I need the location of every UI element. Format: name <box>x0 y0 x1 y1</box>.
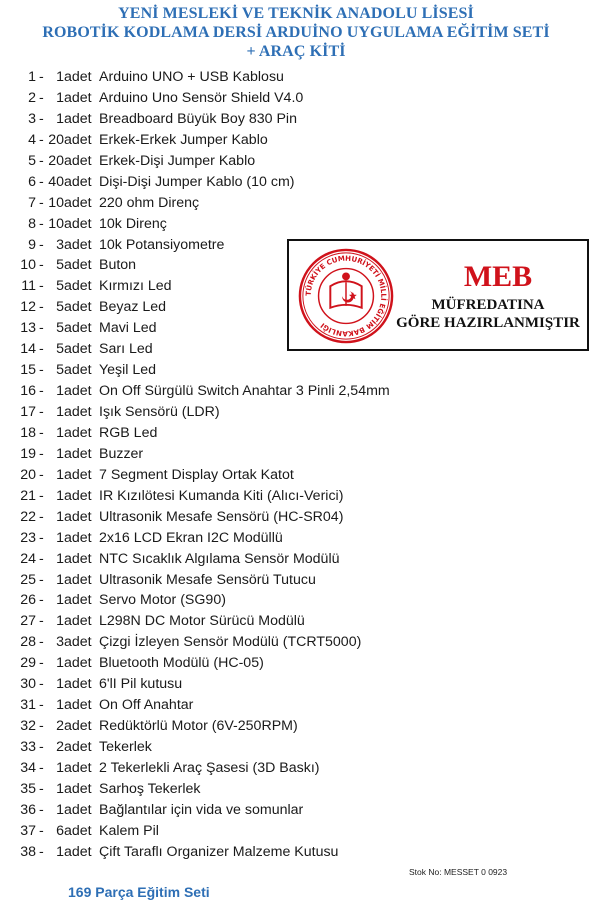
item-separator: - <box>39 257 44 274</box>
item-unit: adet <box>64 571 92 588</box>
item-name: RGB Led <box>99 424 158 441</box>
header-line-2: ROBOTİK KODLAMA DERSİ ARDUİNO UYGULAMA EĞİTİM SETİ <box>42 24 550 41</box>
item-quantity: 1 <box>56 487 64 504</box>
item-quantity: 1 <box>56 801 64 818</box>
item-quantity: 1 <box>56 69 64 85</box>
item-number: 14 <box>20 341 36 358</box>
item-name: Beyaz Led <box>99 299 167 316</box>
item-name: Dişi-Dişi Jumper Kablo (10 cm) <box>99 173 295 190</box>
list-item <box>0 465 592 486</box>
list-item <box>0 172 592 193</box>
item-name: Ultrasonik Mesafe Sensörü Tutucu <box>99 571 316 588</box>
item-name: 10k Direnç <box>99 215 167 232</box>
item-unit: adet <box>64 110 92 127</box>
item-separator: - <box>39 697 44 714</box>
list-item <box>0 360 592 381</box>
item-name: Arduino Uno Sensör Shield V4.0 <box>99 89 304 106</box>
item-quantity: 1 <box>56 655 64 672</box>
list-item <box>0 611 592 632</box>
item-separator: - <box>39 362 44 379</box>
item-unit: adet <box>64 404 92 420</box>
item-number: 9 <box>28 236 36 253</box>
item-separator: - <box>39 529 44 546</box>
item-separator: - <box>39 466 44 483</box>
item-number: 34 <box>20 759 36 776</box>
item-unit: adet <box>64 424 92 441</box>
item-unit: adet <box>64 822 92 839</box>
item-unit: adet <box>64 613 92 630</box>
list-item <box>0 402 592 423</box>
item-quantity: 5 <box>56 320 64 337</box>
item-number: 7 <box>28 194 36 211</box>
item-unit: adet <box>64 299 92 316</box>
item-separator: - <box>39 341 44 358</box>
item-name: Arduino UNO + USB Kablosu <box>99 69 284 85</box>
item-unit: adet <box>64 697 92 714</box>
list-item <box>0 214 592 235</box>
item-number: 38 <box>20 843 36 860</box>
item-unit: adet <box>64 592 92 609</box>
item-name: Mavi Led <box>99 320 157 337</box>
item-separator: - <box>39 822 44 839</box>
item-quantity: 5 <box>56 341 64 358</box>
list-item <box>0 423 592 444</box>
item-separator: - <box>39 550 44 567</box>
item-separator: - <box>39 278 44 295</box>
item-separator: - <box>39 655 44 672</box>
item-unit: adet <box>64 215 92 232</box>
item-unit: adet <box>64 89 92 106</box>
item-number: 30 <box>20 676 36 693</box>
item-separator: - <box>39 299 44 316</box>
item-name: Erkek-Erkek Jumper Kablo <box>99 131 268 148</box>
item-number: 1 <box>28 69 36 85</box>
item-unit: adet <box>64 257 92 274</box>
item-number: 11 <box>21 278 36 295</box>
item-unit: adet <box>64 383 92 400</box>
item-quantity: 1 <box>56 697 64 714</box>
item-quantity: 1 <box>56 424 64 441</box>
item-number: 17 <box>20 404 36 420</box>
item-unit: adet <box>64 634 92 651</box>
item-separator: - <box>39 634 44 651</box>
meb-subtitle-line-1: MÜFREDATINA <box>431 297 545 313</box>
item-number: 18 <box>20 424 36 441</box>
item-unit: adet <box>64 173 92 190</box>
list-item <box>0 716 592 737</box>
item-number: 20 <box>20 466 36 483</box>
list-item <box>0 800 592 821</box>
item-number: 32 <box>20 718 36 735</box>
item-name: Kalem Pil <box>99 822 159 839</box>
item-quantity: 1 <box>56 780 64 797</box>
list-item <box>0 570 592 591</box>
item-separator: - <box>39 320 44 337</box>
item-number: 15 <box>20 362 36 379</box>
item-separator: - <box>39 194 44 211</box>
item-unit: adet <box>64 801 92 818</box>
item-quantity: 10 <box>48 194 64 211</box>
item-number: 31 <box>20 697 36 714</box>
item-separator: - <box>39 383 44 400</box>
item-number: 5 <box>28 152 36 169</box>
item-name: 6'lI Pil kutusu <box>99 676 183 693</box>
item-separator: - <box>39 404 44 420</box>
item-quantity: 1 <box>56 676 64 693</box>
item-separator: - <box>39 236 44 253</box>
item-number: 35 <box>20 780 36 797</box>
item-name: IR Kızılötesi Kumanda Kiti (Alıcı-Verici) <box>99 487 344 504</box>
item-name: On Off Sürgülü Switch Anahtar 3 Pinli 2,54mm <box>99 383 390 400</box>
item-quantity: 1 <box>56 89 64 106</box>
list-item <box>0 67 592 88</box>
item-quantity: 40 <box>48 173 64 190</box>
item-name: 10k Potansiyometre <box>99 236 225 253</box>
item-name: Yeşil Led <box>99 362 157 379</box>
item-quantity: 1 <box>56 508 64 525</box>
item-quantity: 2 <box>56 739 64 755</box>
item-name: NTC Sıcaklık Algılama Sensör Modülü <box>99 550 340 567</box>
item-quantity: 1 <box>56 613 64 630</box>
item-quantity: 5 <box>56 362 64 379</box>
item-name: Işık Sensörü (LDR) <box>99 404 220 420</box>
header-line-3: + ARAÇ KİTİ <box>246 43 346 60</box>
item-separator: - <box>39 215 44 232</box>
item-separator: - <box>39 69 44 85</box>
meb-seal-icon <box>297 247 395 345</box>
item-number: 23 <box>20 529 36 546</box>
item-name: Breadboard Büyük Boy 830 Pin <box>99 110 297 127</box>
item-separator: - <box>39 173 44 190</box>
item-separator: - <box>39 508 44 525</box>
item-name: 7 Segment Display Ortak Katot <box>99 466 294 483</box>
item-quantity: 1 <box>56 404 64 420</box>
item-number: 37 <box>20 822 36 839</box>
item-name: Ultrasonik Mesafe Sensörü (HC-SR04) <box>99 508 344 525</box>
item-name: Buton <box>99 257 137 274</box>
list-item <box>0 109 592 130</box>
item-name: Sarhoş Tekerlek <box>99 780 201 797</box>
item-quantity: 1 <box>56 571 64 588</box>
item-separator: - <box>39 613 44 630</box>
item-name: 2x16 LCD Ekran I2C Modüllü <box>99 529 283 546</box>
item-number: 24 <box>20 550 36 567</box>
item-name: Çizgi İzleyen Sensör Modülü (TCRT5000) <box>99 634 362 651</box>
item-number: 3 <box>28 110 36 127</box>
item-separator: - <box>39 89 44 106</box>
stock-number: Stok No: MESSET 0 0923 <box>409 867 508 877</box>
item-number: 22 <box>20 508 36 525</box>
item-name: On Off Anahtar <box>99 697 194 714</box>
item-unit: adet <box>64 341 92 358</box>
item-unit: adet <box>64 550 92 567</box>
item-quantity: 3 <box>56 236 64 253</box>
item-quantity: 5 <box>56 278 64 295</box>
item-unit: adet <box>64 152 92 169</box>
item-number: 36 <box>20 801 36 818</box>
item-unit: adet <box>64 487 92 504</box>
item-unit: adet <box>64 739 92 755</box>
item-separator: - <box>39 110 44 127</box>
item-quantity: 20 <box>48 131 64 148</box>
item-separator: - <box>39 424 44 441</box>
item-separator: - <box>39 739 44 755</box>
item-name: Servo Motor (SG90) <box>99 592 226 609</box>
item-quantity: 1 <box>56 550 64 567</box>
item-unit: adet <box>64 278 92 295</box>
item-name: Tekerlek <box>99 739 152 755</box>
seal-ring-text: TÜRKİYE CUMHURİYETİ MİLLİ EĞİTİM BAKANLIĞI <box>303 253 389 339</box>
item-name: Bluetooth Modülü (HC-05) <box>99 655 264 672</box>
item-number: 2 <box>28 89 36 106</box>
item-separator: - <box>39 759 44 776</box>
item-separator: - <box>39 843 44 860</box>
item-number: 33 <box>20 739 36 755</box>
meb-subtitle-line-2: GÖRE HAZIRLANMIŞTIR <box>396 315 580 331</box>
item-unit: adet <box>64 655 92 672</box>
item-separator: - <box>39 780 44 797</box>
list-item <box>0 486 592 507</box>
item-quantity: 1 <box>56 843 64 860</box>
list-item <box>0 842 592 863</box>
item-number: 13 <box>20 320 36 337</box>
item-number: 10 <box>20 257 36 274</box>
list-item <box>0 130 592 151</box>
item-quantity: 1 <box>56 592 64 609</box>
item-number: 4 <box>28 131 36 148</box>
item-number: 6 <box>28 173 36 190</box>
item-quantity: 1 <box>56 466 64 483</box>
item-quantity: 2 <box>56 718 64 735</box>
list-item <box>0 88 592 109</box>
item-unit: adet <box>64 718 92 735</box>
item-number: 26 <box>20 592 36 609</box>
item-name: L298N DC Motor Sürücü Modülü <box>99 613 305 630</box>
item-name: Buzzer <box>99 445 144 462</box>
item-number: 12 <box>20 299 36 316</box>
list-item <box>0 758 592 779</box>
item-number: 21 <box>20 487 36 504</box>
item-unit: adet <box>64 676 92 693</box>
item-unit: adet <box>64 529 92 546</box>
item-number: 8 <box>28 215 36 232</box>
item-name: Çift Taraflı Organizer Malzeme Kutusu <box>99 843 339 860</box>
item-number: 27 <box>20 613 36 630</box>
list-item <box>0 549 592 570</box>
item-name: 220 ohm Direnç <box>99 194 200 211</box>
item-unit: adet <box>64 320 92 337</box>
item-separator: - <box>39 801 44 818</box>
item-number: 16 <box>20 383 36 400</box>
header-line-1: YENİ MESLEKİ VE TEKNİK ANADOLU LİSESİ <box>118 5 474 22</box>
document-header <box>0 4 592 61</box>
item-quantity: 20 <box>48 152 64 169</box>
item-unit: adet <box>64 508 92 525</box>
list-item <box>0 381 592 402</box>
meb-curriculum-badge <box>287 239 589 351</box>
item-number: 19 <box>20 445 36 462</box>
item-separator: - <box>39 152 44 169</box>
list-item <box>0 507 592 528</box>
item-separator: - <box>39 131 44 148</box>
list-item <box>0 444 592 465</box>
item-quantity: 1 <box>56 110 64 127</box>
list-item <box>0 590 592 611</box>
item-quantity: 1 <box>56 383 64 400</box>
list-item <box>0 528 592 549</box>
item-name: Kırmızı Led <box>99 278 172 295</box>
item-unit: adet <box>64 69 92 85</box>
list-item <box>0 821 592 842</box>
item-number: 28 <box>20 634 36 651</box>
footer-total: 169 Parça Eğitim Seti <box>68 884 210 900</box>
item-separator: - <box>39 487 44 504</box>
meb-title: MEB <box>463 260 533 293</box>
item-quantity: 1 <box>56 529 64 546</box>
item-unit: adet <box>64 759 92 776</box>
item-quantity: 5 <box>56 299 64 316</box>
item-quantity: 6 <box>56 822 64 839</box>
list-item <box>0 779 592 800</box>
item-separator: - <box>39 571 44 588</box>
item-name: Erkek-Dişi Jumper Kablo <box>99 152 256 169</box>
item-quantity: 1 <box>56 759 64 776</box>
list-item <box>0 151 592 172</box>
item-separator: - <box>39 676 44 693</box>
item-number: 29 <box>20 655 36 672</box>
item-unit: adet <box>64 362 92 379</box>
item-separator: - <box>39 592 44 609</box>
parts-list <box>0 67 592 863</box>
item-quantity: 10 <box>48 215 64 232</box>
item-separator: - <box>39 718 44 735</box>
item-unit: adet <box>64 466 92 483</box>
item-unit: adet <box>64 843 92 860</box>
item-quantity: 1 <box>56 445 64 462</box>
item-name: Bağlantılar için vida ve somunlar <box>99 801 304 818</box>
item-unit: adet <box>64 445 92 462</box>
item-quantity: 3 <box>56 634 64 651</box>
item-separator: - <box>39 445 44 462</box>
list-item <box>0 653 592 674</box>
item-name: Redüktörlü Motor (6V-250RPM) <box>99 718 298 735</box>
item-unit: adet <box>64 780 92 797</box>
list-item <box>0 737 592 758</box>
list-item <box>0 193 592 214</box>
item-unit: adet <box>64 236 92 253</box>
item-name: 2 Tekerlekli Araç Şasesi (3D Baskı) <box>99 759 320 776</box>
list-item <box>0 674 592 695</box>
item-number: 25 <box>20 571 36 588</box>
list-item <box>0 695 592 716</box>
item-unit: adet <box>64 131 92 148</box>
item-unit: adet <box>64 194 92 211</box>
list-item <box>0 632 592 653</box>
item-name: Sarı Led <box>99 341 153 358</box>
item-quantity: 5 <box>56 257 64 274</box>
